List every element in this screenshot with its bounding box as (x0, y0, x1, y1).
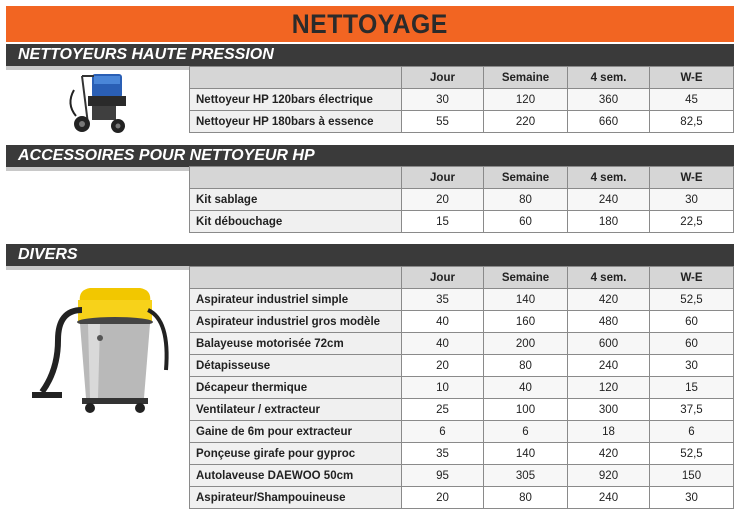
price-semaine: 140 (484, 443, 568, 465)
page-title-bar (6, 6, 734, 42)
price-semaine: 40 (484, 377, 568, 399)
price-jour: 95 (402, 465, 484, 487)
table-row (190, 311, 734, 333)
price-we: 30 (650, 487, 734, 509)
header-semaine: Semaine (484, 267, 568, 289)
header-blank (190, 167, 402, 189)
price-4sem: 240 (568, 355, 650, 377)
price-we: 60 (650, 333, 734, 355)
price-we: 37,5 (650, 399, 734, 421)
price-jour: 15 (402, 211, 484, 233)
price-semaine: 140 (484, 289, 568, 311)
header-we: W-E (650, 67, 734, 89)
price-jour: 25 (402, 399, 484, 421)
price-semaine: 100 (484, 399, 568, 421)
price-4sem: 180 (568, 211, 650, 233)
price-4sem: 480 (568, 311, 650, 333)
header-4sem: 4 sem. (568, 67, 650, 89)
pressure-washer-image (62, 70, 132, 136)
row-label: Aspirateur/Shampouineuse (190, 487, 402, 509)
table-row (190, 465, 734, 487)
price-we: 150 (650, 465, 734, 487)
price-4sem: 660 (568, 111, 650, 133)
header-we: W-E (650, 267, 734, 289)
price-jour: 40 (402, 333, 484, 355)
price-4sem: 120 (568, 377, 650, 399)
price-jour: 35 (402, 289, 484, 311)
price-4sem: 420 (568, 443, 650, 465)
section-title-hp-accessories: ACCESSOIRES POUR NETTOYEUR HP (6, 145, 734, 167)
price-we: 30 (650, 355, 734, 377)
row-label: Décapeur thermique (190, 377, 402, 399)
header-jour: Jour (402, 167, 484, 189)
price-we: 60 (650, 311, 734, 333)
row-label: Kit débouchage (190, 211, 402, 233)
header-blank (190, 267, 402, 289)
header-semaine: Semaine (484, 67, 568, 89)
table-row (190, 399, 734, 421)
row-label: Nettoyeur HP 120bars électrique (190, 89, 402, 111)
hp-accessories-table (189, 166, 734, 233)
price-4sem: 18 (568, 421, 650, 443)
price-4sem: 420 (568, 289, 650, 311)
price-we: 82,5 (650, 111, 734, 133)
price-semaine: 220 (484, 111, 568, 133)
table-row (190, 487, 734, 509)
header-4sem: 4 sem. (568, 167, 650, 189)
table-row (190, 289, 734, 311)
price-jour: 55 (402, 111, 484, 133)
price-jour: 6 (402, 421, 484, 443)
row-label: Nettoyeur HP 180bars à essence (190, 111, 402, 133)
divers-table (189, 266, 734, 509)
header-we: W-E (650, 167, 734, 189)
price-jour: 20 (402, 189, 484, 211)
row-label: Détapisseuse (190, 355, 402, 377)
price-semaine: 160 (484, 311, 568, 333)
section-title-pressure-washers: NETTOYEURS HAUTE PRESSION (6, 44, 734, 66)
row-label: Aspirateur industriel simple (190, 289, 402, 311)
table-row (190, 421, 734, 443)
header-blank (190, 67, 402, 89)
price-4sem: 240 (568, 189, 650, 211)
price-semaine: 80 (484, 189, 568, 211)
row-label: Kit sablage (190, 189, 402, 211)
price-4sem: 920 (568, 465, 650, 487)
price-4sem: 240 (568, 487, 650, 509)
header-4sem: 4 sem. (568, 267, 650, 289)
row-label: Aspirateur industriel gros modèle (190, 311, 402, 333)
row-label: Gaine de 6m pour extracteur (190, 421, 402, 443)
price-we: 45 (650, 89, 734, 111)
price-semaine: 80 (484, 487, 568, 509)
row-label: Autolaveuse DAEWOO 50cm (190, 465, 402, 487)
table-row (190, 189, 734, 211)
header-jour: Jour (402, 67, 484, 89)
price-we: 30 (650, 189, 734, 211)
price-we: 15 (650, 377, 734, 399)
row-label: Ventilateur / extracteur (190, 399, 402, 421)
pressure-washers-table (189, 66, 734, 133)
header-jour: Jour (402, 267, 484, 289)
price-we: 22,5 (650, 211, 734, 233)
price-jour: 20 (402, 355, 484, 377)
price-semaine: 120 (484, 89, 568, 111)
row-label: Balayeuse motorisée 72cm (190, 333, 402, 355)
table-row (190, 443, 734, 465)
price-semaine: 80 (484, 355, 568, 377)
price-we: 52,5 (650, 443, 734, 465)
price-4sem: 360 (568, 89, 650, 111)
price-jour: 10 (402, 377, 484, 399)
price-jour: 20 (402, 487, 484, 509)
price-jour: 30 (402, 89, 484, 111)
price-semaine: 6 (484, 421, 568, 443)
price-we: 52,5 (650, 289, 734, 311)
price-4sem: 300 (568, 399, 650, 421)
price-semaine: 60 (484, 211, 568, 233)
price-jour: 40 (402, 311, 484, 333)
table-row (190, 333, 734, 355)
table-row (190, 89, 734, 111)
price-semaine: 305 (484, 465, 568, 487)
row-label: Ponçeuse girafe pour gyproc (190, 443, 402, 465)
table-row (190, 211, 734, 233)
price-semaine: 200 (484, 333, 568, 355)
industrial-vacuum-image (28, 280, 178, 420)
page-title: NETTOYAGE (292, 8, 448, 39)
price-jour: 35 (402, 443, 484, 465)
table-row (190, 377, 734, 399)
price-we: 6 (650, 421, 734, 443)
price-4sem: 600 (568, 333, 650, 355)
section-title-divers: DIVERS (6, 244, 734, 266)
table-row (190, 355, 734, 377)
table-row (190, 111, 734, 133)
header-semaine: Semaine (484, 167, 568, 189)
